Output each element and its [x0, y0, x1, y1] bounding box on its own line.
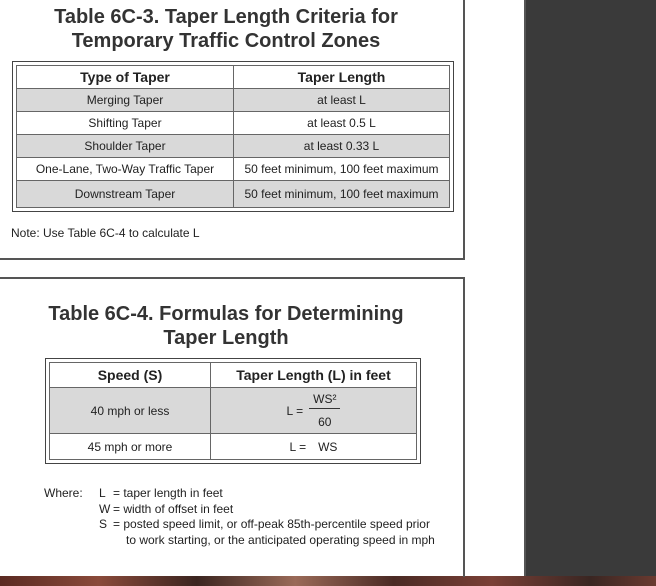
title-line: Taper Length — [163, 327, 289, 349]
fraction-numerator: WS² — [309, 392, 340, 409]
taper-type-cell: One-Lane, Two-Way Traffic Taper — [17, 158, 234, 181]
viewer-background-panel — [526, 0, 656, 576]
definition-item — [99, 486, 459, 502]
formula-prefix: L = — [289, 439, 307, 454]
variable-description: to work starting, or the anticipated operating speed in mph — [126, 532, 435, 547]
variable-symbol — [99, 533, 113, 549]
table-note: Note: Use Table 6C-4 to calculate L — [11, 226, 200, 240]
definition-item — [99, 517, 459, 533]
column-header-speed: Speed (S) — [50, 363, 211, 388]
table-row — [17, 135, 450, 158]
title-line: Table 6C-4. Formulas for Determining — [48, 303, 404, 325]
table-6c4-title — [0, 302, 452, 350]
taper-length-cell: at least 0.5 L — [234, 112, 450, 135]
table-6c3-title — [0, 5, 452, 53]
variable-symbol: S — [99, 517, 108, 531]
title-line: Temporary Traffic Control Zones — [71, 30, 381, 52]
taper-length-cell: at least 0.33 L — [234, 135, 450, 158]
desktop-wallpaper-strip — [0, 576, 656, 586]
taper-length-cell: at least L — [234, 89, 450, 112]
formula — [290, 440, 338, 454]
column-header-taper-length: Taper Length (L) in feet — [211, 363, 417, 388]
speed-cell: 45 mph or more — [50, 434, 211, 460]
variable-symbol: L — [99, 486, 106, 500]
variable-description: = posted speed limit, or off-peak 85th-percentile speed prior — [113, 517, 430, 531]
fraction — [309, 392, 340, 429]
column-header-length: Taper Length — [234, 66, 450, 89]
variable-symbol: W — [99, 501, 111, 516]
title-line: Table 6C-3. Taper Length Criteria for — [54, 6, 398, 28]
speed-cell: 40 mph or less — [50, 388, 211, 434]
taper-type-cell: Merging Taper — [17, 89, 234, 112]
formula-prefix: L = — [286, 403, 304, 418]
taper-formula-table — [49, 362, 417, 460]
table-row — [17, 158, 450, 181]
table-row — [50, 388, 417, 434]
taper-type-cell: Downstream Taper — [17, 181, 234, 208]
taper-length-cell: 50 feet minimum, 100 feet maximum — [234, 181, 450, 208]
table-row — [17, 112, 450, 135]
formula — [287, 392, 341, 429]
taper-length-cell: 50 feet minimum, 100 feet maximum — [234, 158, 450, 181]
table-row — [50, 434, 417, 460]
formula-cell — [211, 388, 417, 434]
definition-item — [99, 502, 459, 518]
fraction-denominator: 60 — [318, 415, 332, 429]
page-edge — [524, 0, 526, 576]
formula-cell — [211, 434, 417, 460]
table-row — [17, 89, 450, 112]
variable-description: = taper length in feet — [113, 486, 223, 500]
definitions-list — [99, 486, 459, 548]
taper-length-criteria-table — [16, 65, 450, 208]
where-label: Where: — [44, 486, 83, 500]
taper-type-cell: Shoulder Taper — [17, 135, 234, 158]
column-header-type: Type of Taper — [17, 66, 234, 89]
formula-expression: WS — [318, 439, 338, 454]
taper-type-cell: Shifting Taper — [17, 112, 234, 135]
definition-item — [99, 533, 459, 549]
variable-description: = width of offset in feet — [113, 501, 234, 516]
table-row — [17, 181, 450, 208]
